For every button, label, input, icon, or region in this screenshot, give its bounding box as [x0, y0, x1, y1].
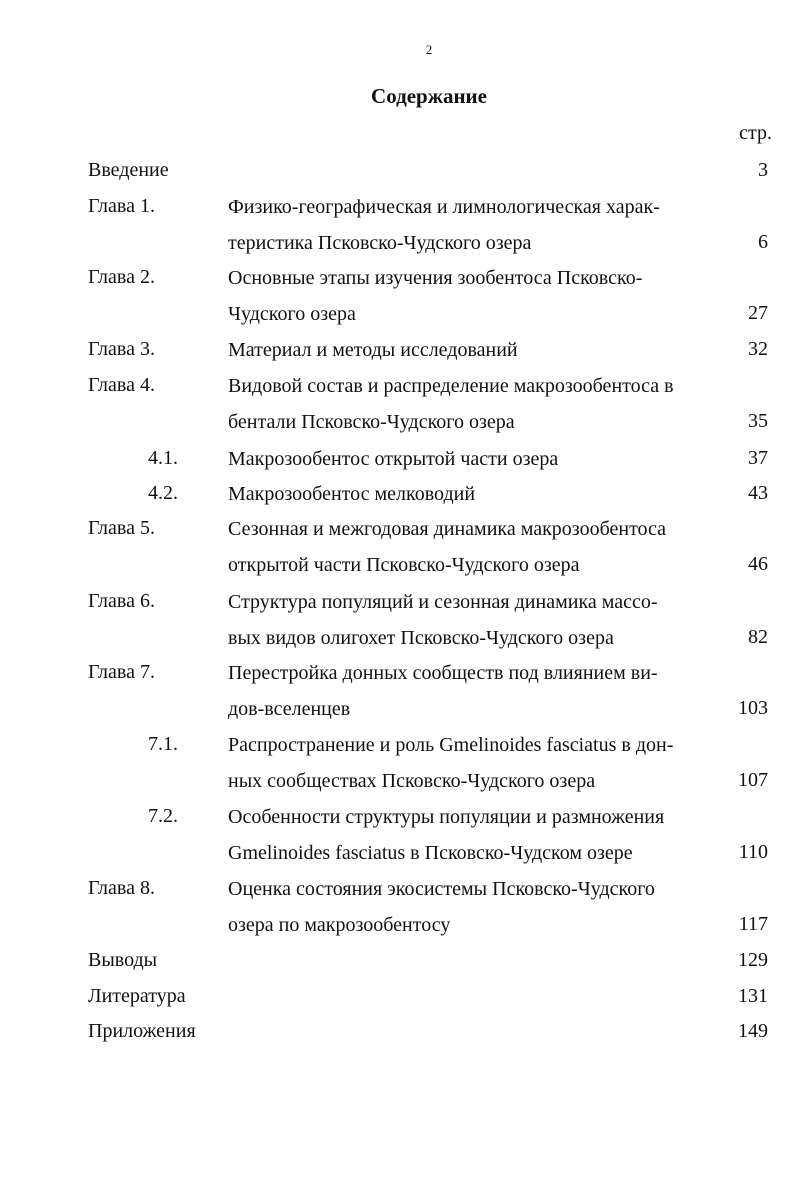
toc-entry-page: 149	[738, 1020, 768, 1042]
toc-entry-page: 37	[748, 447, 768, 469]
toc-entry-page: 27	[748, 302, 768, 324]
toc-entry-label: Глава 2.	[88, 266, 155, 288]
toc-entry-page: 32	[748, 338, 768, 360]
toc-entry-title: Основные этапы изучения зообентоса Псковско- Чудского озера	[228, 267, 643, 325]
toc-entry-title: Макрозообентос мелководий	[228, 483, 476, 505]
toc-entry-page: 82	[748, 626, 768, 648]
toc-entry-label: Глава 7.	[88, 661, 155, 683]
toc-entry-page: 46	[748, 553, 768, 575]
toc-entry-page: 131	[738, 985, 768, 1007]
toc-entry-title: Структура популяций и сезонная динамика массо- вых видов олигохет Псковско-Чудского озера	[228, 591, 658, 649]
toc-entry-label: Глава 8.	[88, 877, 155, 899]
toc-entry-label: 7.2.	[148, 805, 178, 827]
pages-column-header: стр.	[739, 122, 772, 144]
toc-entry-label: Выводы	[88, 949, 158, 971]
toc-entry-title: Материал и методы исследований	[228, 339, 518, 361]
toc-entry-title: Сезонная и межгодовая динамика макрозообентоса открытой части Псковско-Чудского озера	[228, 518, 667, 576]
toc-entry-label: Приложения	[88, 1020, 196, 1042]
toc-entry-page: 6	[758, 231, 768, 253]
toc-entry-label: Глава 5.	[88, 517, 155, 539]
toc-entry-page: 117	[738, 913, 768, 935]
page-number: 2	[425, 42, 433, 57]
toc-entry-label: Глава 3.	[88, 338, 155, 360]
toc-entry-label: Литература	[88, 985, 186, 1007]
toc-entry-title: Физико-географическая и лимнологическая харак- теристика Псковско-Чудского озера	[228, 196, 660, 254]
toc-entry-label: Глава 4.	[88, 374, 155, 396]
toc-entry-page: 110	[738, 841, 768, 863]
toc-entry-page: 103	[738, 697, 768, 719]
toc-entry-title: Перестройка донных сообществ под влиянием ви- дов-вселенцев	[228, 662, 658, 720]
toc-entry-title: Распространение и роль Gmelinoides fasciatus в дон- ных сообществах Псковско-Чудского озера	[228, 734, 674, 792]
toc-entry-title: Видовой состав и распределение макрозообентоса в бентали Псковско-Чудского озера	[228, 375, 674, 433]
toc-entry-label: Введение	[88, 159, 169, 181]
toc-entry-label: 4.2.	[148, 482, 178, 504]
toc-entry-page: 35	[748, 410, 768, 432]
toc-entry-title: Оценка состояния экосистемы Псковско-Чудского озера по макрозообентосу	[228, 878, 655, 936]
toc-entry-page: 43	[748, 482, 768, 504]
toc-entry-label: 7.1.	[148, 733, 178, 755]
toc-entry-label: Глава 6.	[88, 590, 155, 612]
toc-entry-label: Глава 1.	[88, 195, 155, 217]
toc-entry-page: 3	[758, 159, 768, 181]
toc-entry-page: 129	[738, 949, 768, 971]
toc-entry-page: 107	[738, 769, 768, 791]
toc-entry-label: 4.1.	[148, 447, 178, 469]
page-title: Содержание	[371, 84, 487, 108]
toc-entry-title: Особенности структуры популяции и размножения Gmelinoides fasciatus в Псковско-Чудском озере	[228, 806, 665, 864]
toc-entry-title: Макрозообентос открытой части озера	[228, 448, 559, 470]
